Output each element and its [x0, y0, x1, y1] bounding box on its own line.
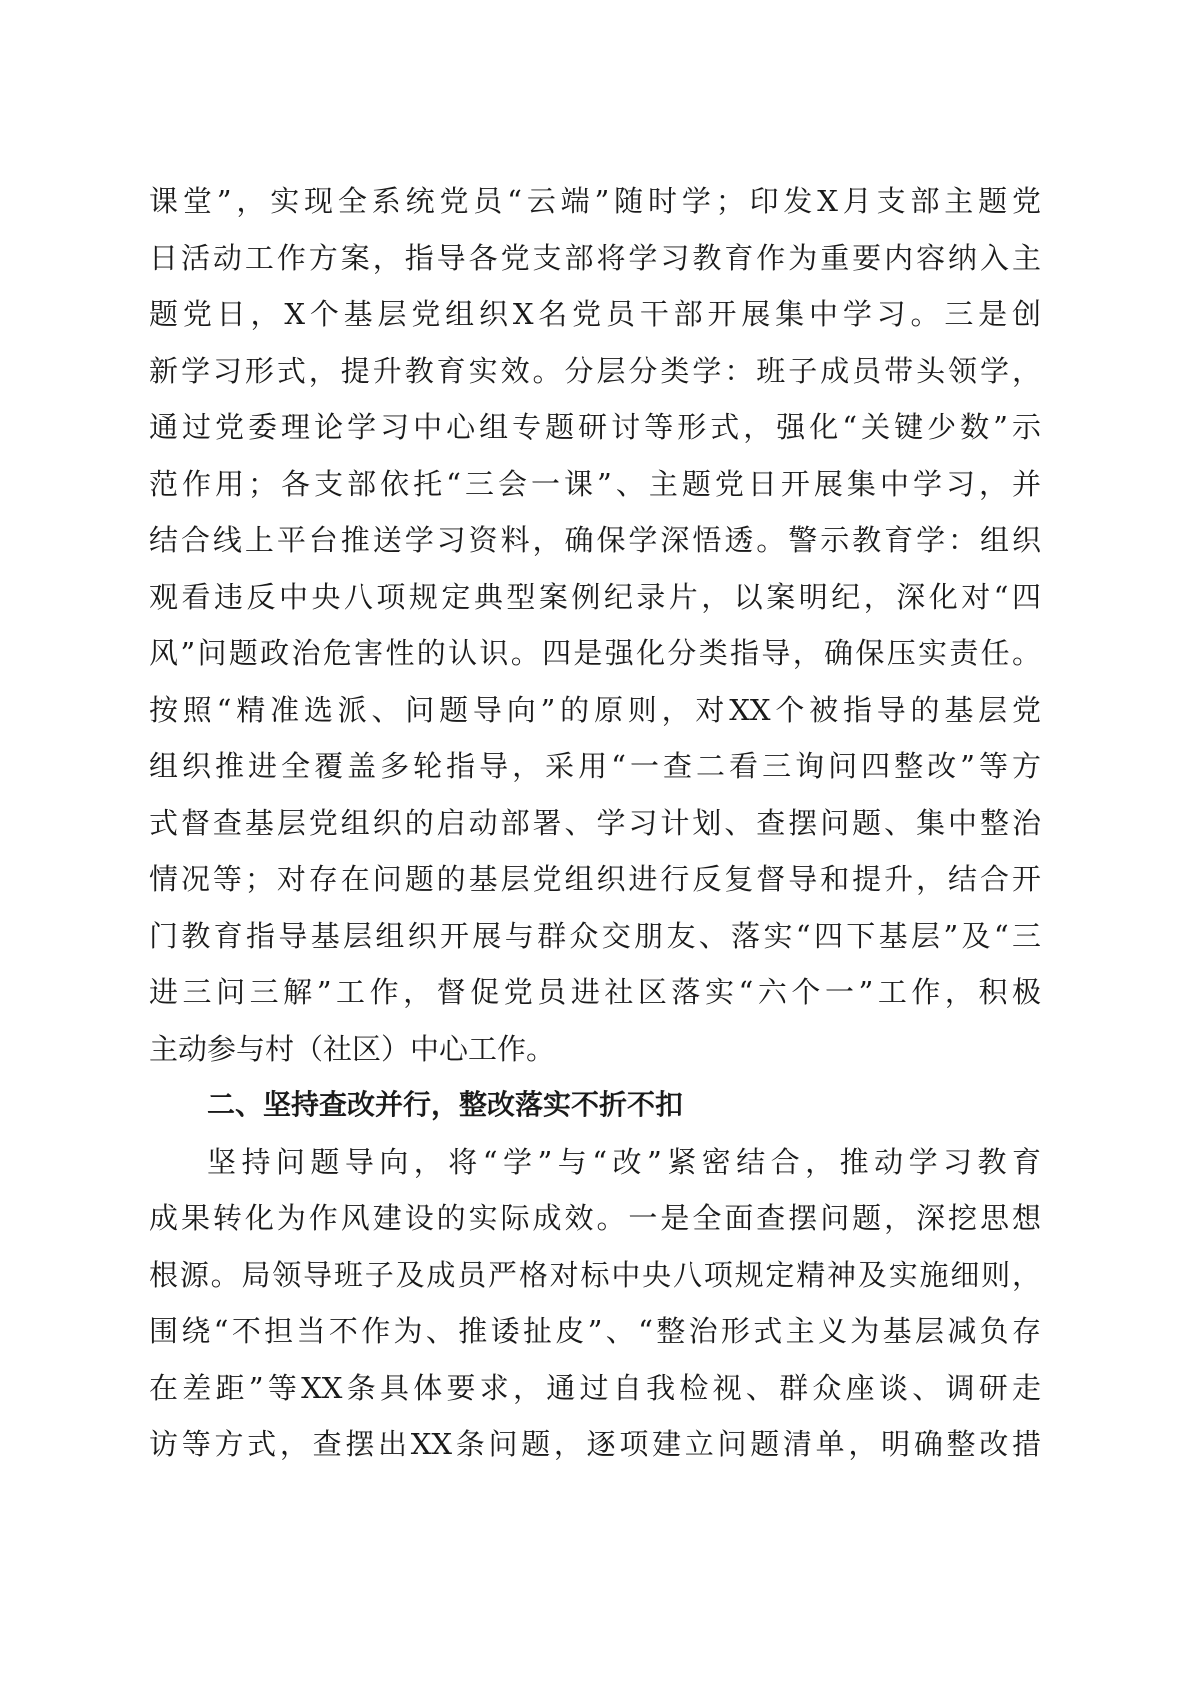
paragraph-line: 结合线上平台推送学习资料，确保学深悟透。警示教育学：组织 [149, 523, 1041, 557]
paragraph-line: 风”问题政治危害性的认识。四是强化分类指导，确保压实责任。 [149, 636, 1041, 670]
section-heading: 二、坚持查改并行，整改落实不折不扣 [207, 1088, 684, 1121]
paragraph-line: 门教育指导基层组织开展与群众交朋友、落实“四下基层”及“三 [149, 918, 1041, 953]
paragraph-line: 式督查基层党组织的启动部署、学习计划、查摆问题、集中整治 [149, 805, 1041, 840]
paragraph-line: 组织推进全覆盖多轮指导，采用“一查二看三询问四整改”等方 [149, 749, 1041, 783]
paragraph-line: 范作用；各支部依托“三会一课”、主题党日开展集中学习，并 [149, 466, 1041, 501]
paragraph-line: 题党日，X个基层党组织X名党员干部开展集中学习。三是创 [149, 297, 1041, 331]
paragraph-line: 课堂”，实现全系统党员“云端”随时学；印发X月支部主题党 [149, 184, 1041, 218]
paragraph-line: 访等方式，查摆出XX条问题，逐项建立问题清单，明确整改措 [149, 1427, 1041, 1461]
paragraph-line: 主动参与村（社区）中心工作。 [149, 1031, 556, 1066]
paragraph-line: 日活动工作方案，指导各党支部将学习教育作为重要内容纳入主 [149, 240, 1041, 275]
paragraph-line: 在差距”等XX条具体要求，通过自我检视、群众座谈、调研走 [149, 1370, 1041, 1405]
paragraph-line: 新学习形式，提升教育实效。分层分类学：班子成员带头领学， [149, 353, 1041, 388]
paragraph-line: 进三问三解”工作，督促党员进社区落实“六个一”工作，积极 [149, 975, 1041, 1009]
paragraph-line: 根源。局领导班子及成员严格对标中央八项规定精神及实施细则， [149, 1257, 1041, 1292]
paragraph-line: 情况等；对存在问题的基层党组织进行反复督导和提升，结合开 [149, 862, 1041, 896]
paragraph-line: 按照“精准选派、问题导向”的原则，对XX个被指导的基层党 [149, 692, 1041, 727]
paragraph-line: 坚持问题导向，将“学”与“改”紧密结合，推动学习教育 [207, 1144, 1041, 1179]
paragraph-line: 成果转化为作风建设的实际成效。一是全面查摆问题，深挖思想 [149, 1201, 1041, 1235]
document-body [149, 173, 1041, 1473]
paragraph-line: 围绕“不担当不作为、推诿扯皮”、“整治形式主义为基层减负存 [149, 1314, 1041, 1348]
paragraph-line: 通过党委理论学习中心组专题研讨等形式，强化“关键少数”示 [149, 410, 1041, 444]
paragraph-line: 观看违反中央八项规定典型案例纪录片，以案明纪，深化对“四 [149, 579, 1041, 614]
